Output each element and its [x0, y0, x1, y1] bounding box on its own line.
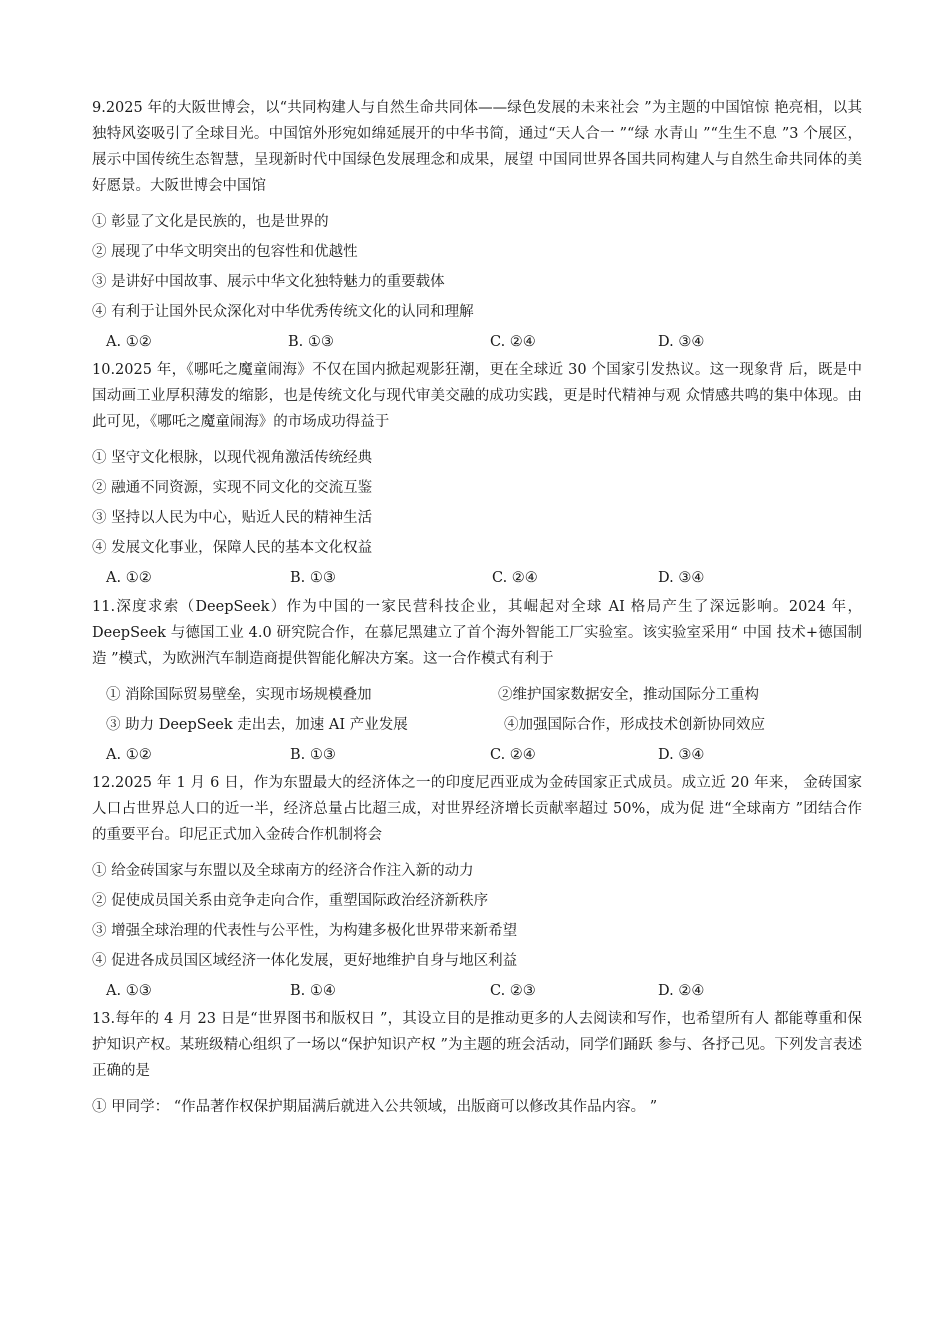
question-10	[92, 357, 862, 593]
choice-b[interactable]: B. ①④	[290, 983, 336, 999]
choice-d[interactable]: D. ③④	[658, 334, 705, 350]
option-2: ② 促使成员国关系由竞争走向合作，重塑国际政治经济新秩序	[92, 893, 489, 909]
choice-a[interactable]: A. ①②	[106, 334, 152, 350]
choice-b[interactable]: B. ①③	[290, 570, 336, 586]
choice-b[interactable]: B. ①③	[290, 747, 336, 763]
option-row	[92, 680, 862, 710]
option-3: ③ 增强全球治理的代表性与公平性，为构建多极化世界带来新希望	[92, 923, 518, 939]
option-1: ① 给金砖国家与东盟以及全球南方的经济合作注入新的动力	[92, 863, 474, 879]
option-3: ③ 是讲好中国故事、展示中华文化独特魅力的重要载体	[92, 274, 445, 290]
option-1: ① 甲同学： “作品著作权保护期届满后就进入公共领域，出版商可以修改其作品内容。 ”	[92, 1099, 658, 1115]
question-13	[92, 1006, 862, 1122]
choice-b[interactable]: B. ①③	[288, 334, 334, 350]
question-stem: 13.每年的 4 月 23 日是“世界图书和版权日 ”，其设立目的是推动更多的人去阅读和写作，也希望所有人 都能尊重和保护知识产权。某班级精心组织了一场以“保护知识产权 ”为主题的班会活动，同学们踊跃 参与、各抒己见。下列发言表述正确的是	[92, 1011, 862, 1079]
choice-d[interactable]: D. ③④	[658, 570, 705, 586]
question-9	[92, 95, 862, 357]
option-2: ② 融通不同资源，实现不同文化的交流互鉴	[92, 480, 373, 496]
option-2: ②维护国家数据安全，推动国际分工重构	[498, 687, 759, 703]
answer-choices	[92, 327, 862, 357]
option-2: ② 展现了中华文明突出的包容性和优越性	[92, 244, 358, 260]
question-stem: 9.2025 年的大阪世博会，以“共同构建人与自然生命共同体——绿色发展的未来社会 ”为主题的中国馆惊 艳亮相，以其独特风姿吸引了全球目光。中国馆外形宛如绵延展开的中华书简，通过“天人合一 ”“绿 水青山 ”“生生不息 ”3 个展区，展示中国传统生态智慧，呈现新时代中国绿色发展理念和成果，展望 中国同世界各国共同构建人与自然生命共同体的美好愿景。大阪世博会中国馆	[92, 100, 862, 194]
answer-choices	[92, 740, 862, 770]
choice-c[interactable]: C. ②④	[490, 334, 536, 350]
question-11	[92, 594, 862, 770]
answer-choices	[92, 976, 862, 1006]
option-1: ① 坚守文化根脉，以现代视角激活传统经典	[92, 450, 373, 466]
option-3: ③ 助力 DeepSeek 走出去，加速 AI 产业发展	[106, 717, 408, 733]
choice-c[interactable]: C. ②③	[490, 983, 536, 999]
question-stem: 12.2025 年 1 月 6 日，作为东盟最大的经济体之一的印度尼西亚成为金砖国家正式成员。成立近 20 年来， 金砖国家人口占世界总人口的近一半，经济总量占比超三成，对世界经济增长贡献率超过 50%，成为促 进“全球南方 ”团结合作的重要平台。印尼正式加入金砖合作机制将会	[92, 775, 862, 843]
choice-a[interactable]: A. ①②	[106, 747, 152, 763]
choice-a[interactable]: A. ①③	[106, 983, 152, 999]
option-3: ③ 坚持以人民为中心，贴近人民的精神生活	[92, 510, 373, 526]
question-stem: 11.深度求索（DeepSeek）作为中国的一家民营科技企业，其崛起对全球 AI 格局产生了深远影响。2024 年， DeepSeek 与德国工业 4.0 研究院合作，在慕尼黑建立了首个海外智能工厂实验室。该实验室采用“ 中国 技术+德国制造 ”模式，为欧洲汽车制造商提供智能化解决方案。这一合作模式有利于	[92, 599, 862, 667]
option-1: ① 消除国际贸易壁垒，实现市场规模叠加	[106, 687, 372, 703]
choice-c[interactable]: C. ②④	[492, 570, 538, 586]
choice-d[interactable]: D. ②④	[658, 983, 705, 999]
question-stem: 10.2025 年，《哪吒之魔童闹海》不仅在国内掀起观影狂潮，更在全球近 30 个国家引发热议。这一现象背 后，既是中国动画工业厚积薄发的缩影，也是传统文化与现代审美交融的成功实践，更是时代精神与观 众情感共鸣的集中体现。由此可见，《哪吒之魔童闹海》的市场成功得益于	[92, 362, 862, 430]
choice-a[interactable]: A. ①②	[106, 570, 152, 586]
question-12	[92, 770, 862, 1006]
choice-d[interactable]: D. ③④	[658, 747, 705, 763]
option-row	[92, 710, 862, 740]
option-4: ④ 发展文化事业，保障人民的基本文化权益	[92, 540, 373, 556]
option-4: ④加强国际合作，形成技术创新协同效应	[504, 717, 765, 733]
option-4: ④ 有利于让国外民众深化对中华优秀传统文化的认同和理解	[92, 304, 474, 320]
option-4: ④ 促进各成员国区域经济一体化发展，更好地维护自身与地区利益	[92, 953, 518, 969]
option-1: ① 彰显了文化是民族的，也是世界的	[92, 214, 329, 230]
choice-c[interactable]: C. ②④	[490, 747, 536, 763]
answer-choices	[92, 563, 862, 593]
